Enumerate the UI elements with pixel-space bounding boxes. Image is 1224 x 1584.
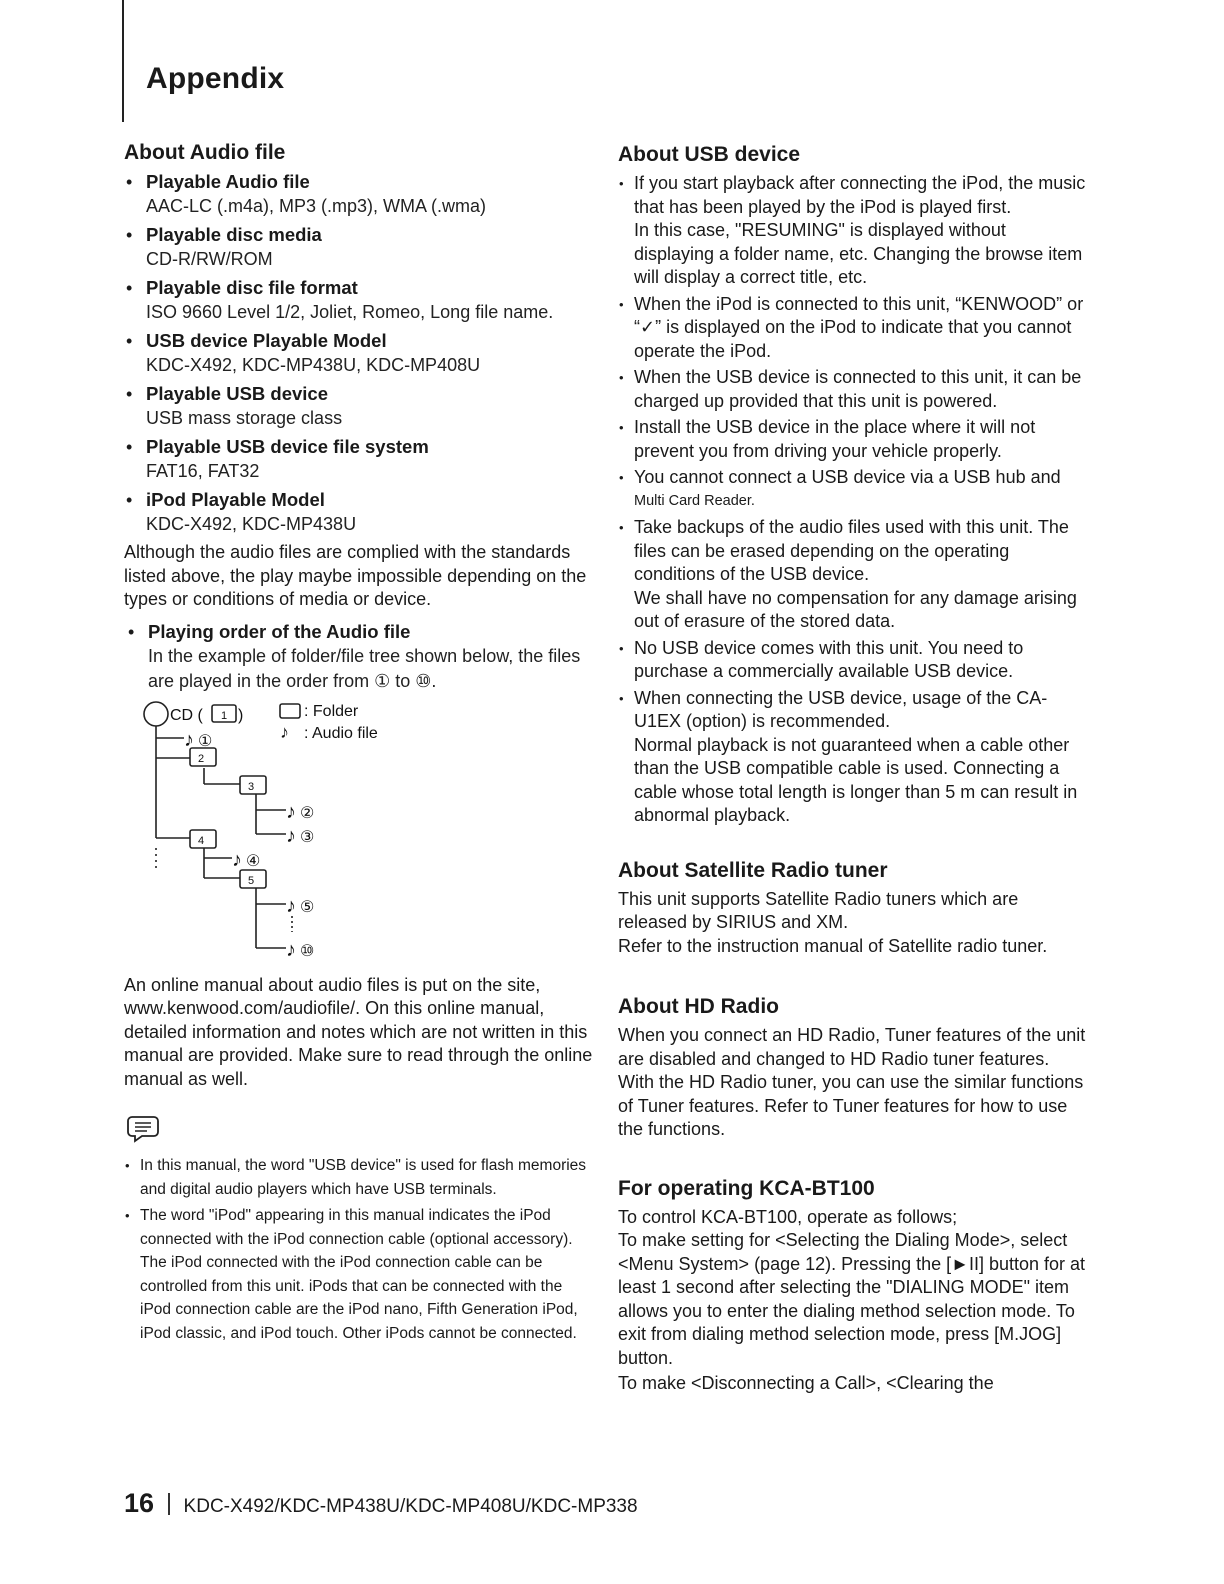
file-order-num: ③ xyxy=(300,828,315,846)
spec-value: FAT16, FAT32 xyxy=(146,461,260,481)
file-order-num: ① xyxy=(198,732,213,750)
online-manual-text: An online manual about audio files is put on the site, www.kenwood.com/audiofile/. On this online manual, detailed information and notes which are not written in this manual are provided. Make sure to read through the online manual as well. xyxy=(124,974,593,1089)
usb-item: • When connecting the USB device, usage of the CA-U1EX (option) is recommended. Normal playback is not guaranteed when a cable other than the USB compatible cable is used. Connecting a cable whose total length is longer than 5 m can result in abnormal playback. xyxy=(618,687,1088,828)
usb-item: • If you start playback after connecting the iPod, the music that has been played by the iPod is played first. In this case, "RESUMING" is displayed without displaying a folder name, etc. Changing the browse item will display a correct title, etc. xyxy=(618,172,1088,290)
spec-item xyxy=(124,488,594,537)
footer-divider xyxy=(168,1493,170,1515)
legend-folder-label: : Folder xyxy=(304,702,359,720)
spec-label: • Playable USB device file system xyxy=(146,436,429,457)
audio-file-icon: ♪ xyxy=(286,800,296,823)
spec-label: • Playable disc file format xyxy=(146,277,358,298)
left-column xyxy=(124,140,594,1348)
notes-list xyxy=(124,1154,594,1345)
usb-item: • Install the USB device in the place where it will not prevent you from driving your vehicle properly. xyxy=(618,416,1088,463)
kca-bt100-text-3: To make <Disconnecting a Call>, <Clearing the xyxy=(618,1373,994,1393)
spec-value: AAC-LC (.m4a), MP3 (.mp3), WMA (.wma) xyxy=(146,196,487,216)
spec-label: • Playable Audio file xyxy=(146,171,310,192)
satellite-radio-heading: About Satellite Radio tuner xyxy=(618,858,888,882)
folder-num: 3 xyxy=(248,780,255,793)
usb-item: • You cannot connect a USB device via a USB hub and Multi Card Reader. xyxy=(618,466,1088,513)
legend-file-icon: ♪ xyxy=(280,721,289,742)
spec-label: • Playable USB device xyxy=(146,383,329,404)
note-item: • In this manual, the word "USB device" is used for flash memories and digital audio players which have USB terminals. xyxy=(124,1154,594,1201)
spec-value: KDC-X492, KDC-MP438U, KDC-MP408U xyxy=(146,355,481,375)
spec-value: ISO 9660 Level 1/2, Joliet, Romeo, Long file name. xyxy=(146,302,554,322)
folder-num: 4 xyxy=(198,834,205,847)
spec-item xyxy=(124,276,594,325)
tree-root-close: ) xyxy=(238,706,244,724)
satellite-radio-text-2: Refer to the instruction manual of Satellite radio tuner. xyxy=(618,935,1048,956)
playing-order-label: • Playing order of the Audio file xyxy=(148,620,411,642)
page-footer xyxy=(124,1488,638,1519)
spec-label: • USB device Playable Model xyxy=(146,330,387,351)
usb-item: • Take backups of the audio files used with this unit. The files can be erased depending on the operating conditions of the USB device. We shall have no compensation for any damage arising out of erasure of the stored data. xyxy=(618,516,1088,634)
hd-radio-heading: About HD Radio xyxy=(618,995,779,1018)
usb-item: • When the USB device is connected to this unit, it can be charged up provided that this unit is powered. xyxy=(618,366,1088,413)
usb-item: • When the iPod is connected to this unit, “KENWOOD” or “✓” is displayed on the iPod to indicate that you cannot operate the iPod. xyxy=(618,293,1088,364)
spec-value: CD-R/RW/ROM xyxy=(146,249,273,269)
audio-file-heading: About Audio file xyxy=(124,141,286,164)
file-order-num: ⑤ xyxy=(300,898,315,916)
audio-file-icon: ♪ xyxy=(286,938,296,961)
folder-num: 5 xyxy=(248,874,255,887)
kca-bt100-heading: For operating KCA-BT100 xyxy=(618,1176,875,1200)
note-speech-icon xyxy=(126,1113,160,1143)
spec-item xyxy=(124,329,594,378)
file-order-num: ② xyxy=(300,804,315,822)
audio-file-icon: ♪ xyxy=(184,728,194,751)
kca-bt100-text-2: To make setting for <Selecting the Dialing Mode>, select <Menu System> (page 12). Pressing the [►II] button for at least 1 second after selecting the "DIALING MODE" item allows you to enter the dialing method selection mode. To exit from dialing method selection mode, press [M.JOG] button. xyxy=(618,1230,1086,1368)
spec-item xyxy=(124,223,594,272)
footer-models: KDC-X492/KDC-MP438U/KDC-MP408U/KDC-MP338 xyxy=(183,1496,638,1517)
folder-num: 2 xyxy=(198,752,205,765)
audio-file-icon: ♪ xyxy=(232,848,242,871)
tree-root-folder-num: 1 xyxy=(221,709,228,722)
kca-bt100-text-1: To control KCA-BT100, operate as follows; xyxy=(618,1206,958,1227)
usb-item: • No USB device comes with this unit. You need to purchase a commercially available USB device. xyxy=(618,637,1088,684)
folder-tree-svg xyxy=(124,698,584,968)
audio-file-icon: ♪ xyxy=(286,894,296,917)
right-column xyxy=(618,142,1088,1396)
legend-file-label: : Audio file xyxy=(304,724,378,742)
folder-tree-diagram xyxy=(124,698,584,968)
audio-file-icon: ♪ xyxy=(286,824,296,847)
spec-label: • iPod Playable Model xyxy=(146,489,325,510)
file-order-num: ⑩ xyxy=(300,942,315,960)
spec-value: KDC-X492, KDC-MP438U xyxy=(146,514,357,534)
note-item: • The word "iPod" appearing in this manual indicates the iPod connected with the iPod connection cable (optional accessory). The iPod connected with the iPod connection cable can be controlled from this unit. iPods that can be connected with the iPod connection cable are the iPod nano, Fifth Generation iPod, iPod classic, and iPod touch. Other iPods cannot be connected. xyxy=(124,1204,594,1345)
hd-radio-text-2: With the HD Radio tuner, you can use the similar functions of Tuner features. Refer to Tuner features for how to use the functions. xyxy=(618,1072,1084,1139)
spec-item xyxy=(124,382,594,431)
page-number: 16 xyxy=(124,1488,155,1518)
file-order-num: ④ xyxy=(246,852,261,870)
spec-label: • Playable disc media xyxy=(146,224,322,245)
hd-radio-text: When you connect an HD Radio, Tuner features of the unit are disabled and changed to HD Radio tuner features. xyxy=(618,1025,1086,1069)
tree-root-label: CD ( xyxy=(170,706,203,724)
playing-order-text: In the example of folder/file tree shown below, the files are played in the order from ① to ⑩. xyxy=(148,645,581,691)
title-rule xyxy=(122,0,124,122)
page-title: Appendix xyxy=(146,62,285,95)
spec-item xyxy=(124,435,594,484)
spec-value: USB mass storage class xyxy=(146,408,343,428)
spec-item xyxy=(124,170,594,219)
compliance-note: Although the audio files are complied with the standards listed above, the play maybe impossible depending on the types or conditions of media or device. xyxy=(124,542,587,609)
usb-device-heading: About USB device xyxy=(618,143,801,166)
playing-order-item xyxy=(126,620,594,694)
satellite-radio-text: This unit supports Satellite Radio tuners which are released by SIRIUS and XM. xyxy=(618,888,1019,932)
disc-icon xyxy=(144,702,168,726)
legend-folder-icon xyxy=(280,704,300,718)
